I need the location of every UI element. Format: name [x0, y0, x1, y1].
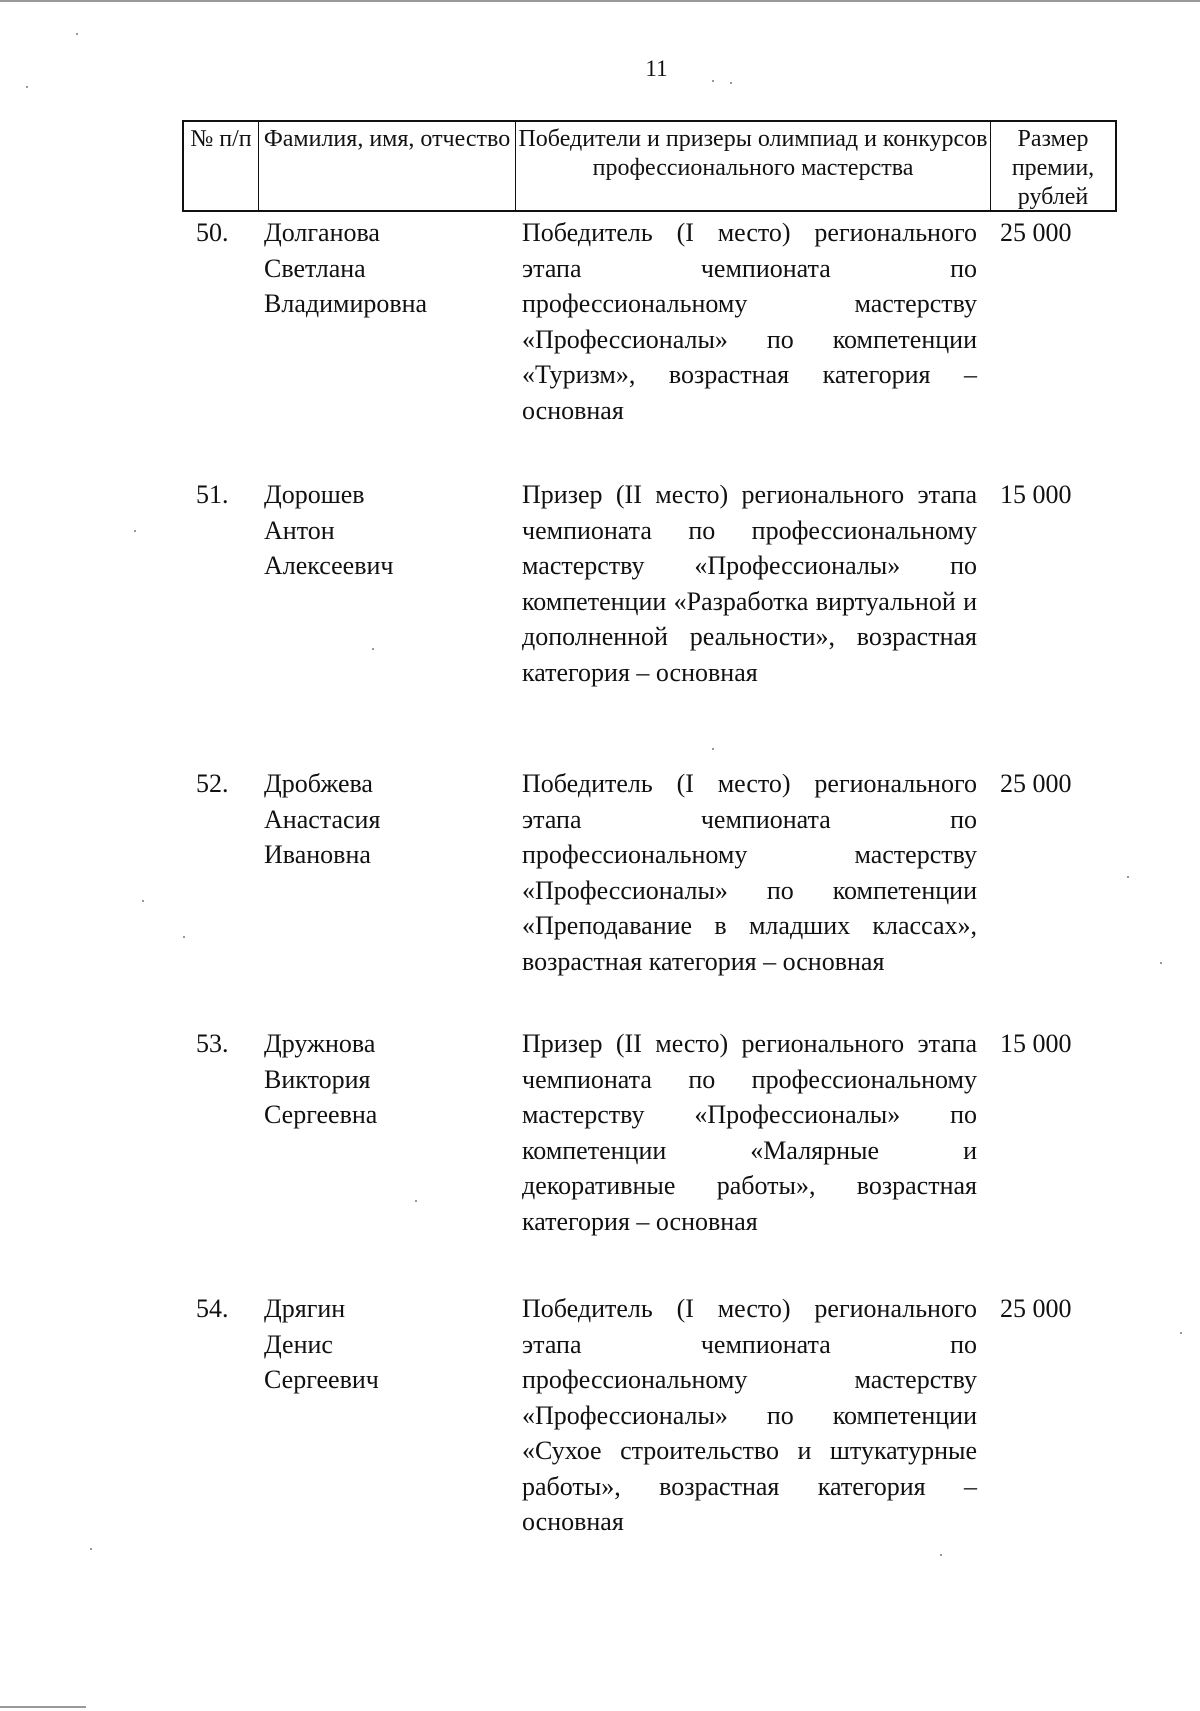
scan-speck: [142, 900, 144, 902]
header-description: Победители и призеры олимпиад и конкурсов профессионального мастерства: [516, 122, 991, 210]
first-name: Денис: [264, 1329, 333, 1359]
row-full-name: [264, 477, 504, 584]
header-name: Фамилия, имя, отчество: [259, 122, 516, 210]
table-header: [182, 120, 1117, 212]
scan-speck: [712, 748, 714, 750]
scan-speck: [1127, 876, 1129, 878]
first-name: Антон: [264, 515, 335, 545]
last-name: Дробжева: [264, 769, 373, 798]
row-prize: 25 000: [1000, 1294, 1072, 1323]
patronymic: Сергеевна: [264, 1100, 378, 1129]
scan-speck: [183, 936, 185, 938]
first-name: Светлана: [264, 253, 366, 283]
row-full-name: [264, 1026, 504, 1133]
header-num: № п/п: [184, 122, 259, 210]
page-number: 11: [645, 56, 668, 81]
scan-speck: [134, 530, 136, 532]
scan-speck: [26, 86, 28, 88]
row-description: Победитель (I место) регионального этапа чемпионата по профессиональному мастерству «Профессионалы» по компетенции «Туризм», возрастная категория – основная: [522, 218, 977, 425]
last-name: Долганова: [264, 218, 380, 247]
patronymic: Ивановна: [264, 840, 371, 869]
row-description: Призер (II место) регионального этапа чемпионата по профессиональному мастерству «Профессионалы» по компетенции «Разработка виртуальной и дополненной реальности», возрастная категория – основная: [522, 480, 977, 687]
patronymic: Алексеевич: [264, 551, 394, 580]
scan-speck: [712, 80, 714, 82]
scan-bottom-edge: [0, 1706, 86, 1708]
row-full-name: [264, 215, 504, 322]
scan-speck: [1180, 1332, 1182, 1334]
scan-speck: [90, 1548, 92, 1550]
first-name: Анастасия: [264, 804, 381, 834]
row-number: 54.: [196, 1294, 229, 1323]
row-description: Победитель (I место) регионального этапа чемпионата по профессиональному мастерству «Профессионалы» по компетенции «Преподавание в младших классах», возрастная категория – основная: [522, 769, 977, 976]
last-name: Дружнова: [264, 1029, 376, 1058]
row-number: 53.: [196, 1029, 229, 1058]
row-description: Победитель (I место) регионального этапа чемпионата по профессиональному мастерству «Профессионалы» по компетенции «Сухое строительство и штукатурные работы», возрастная категория – основная: [522, 1294, 977, 1536]
patronymic: Сергеевич: [264, 1365, 379, 1394]
row-number: 52.: [196, 769, 229, 798]
row-number: 51.: [196, 480, 229, 509]
row-prize: 15 000: [1000, 480, 1072, 509]
row-full-name: [264, 1291, 504, 1398]
scan-speck: [1160, 962, 1162, 964]
row-prize: 15 000: [1000, 1029, 1072, 1058]
scan-speck: [940, 1554, 942, 1556]
scan-speck: [415, 1200, 417, 1202]
patronymic: Владимировна: [264, 289, 428, 318]
row-full-name: [264, 766, 504, 873]
scan-top-edge: [0, 0, 1200, 2]
last-name: Дорошев: [264, 480, 365, 509]
row-prize: 25 000: [1000, 218, 1072, 247]
scan-speck: [730, 82, 732, 84]
row-number: 50.: [196, 218, 229, 247]
header-prize: Размер премии, рублей: [1011, 126, 1095, 210]
row-prize: 25 000: [1000, 769, 1072, 798]
last-name: Дрягин: [264, 1294, 346, 1323]
first-name: Виктория: [264, 1064, 371, 1094]
scan-speck: [372, 648, 374, 650]
scan-speck: [76, 33, 78, 35]
row-description: Призер (II место) регионального этапа чемпионата по профессиональному мастерству «Профессионалы» по компетенции «Малярные и декоративные работы», возрастная категория – основная: [522, 1029, 977, 1236]
